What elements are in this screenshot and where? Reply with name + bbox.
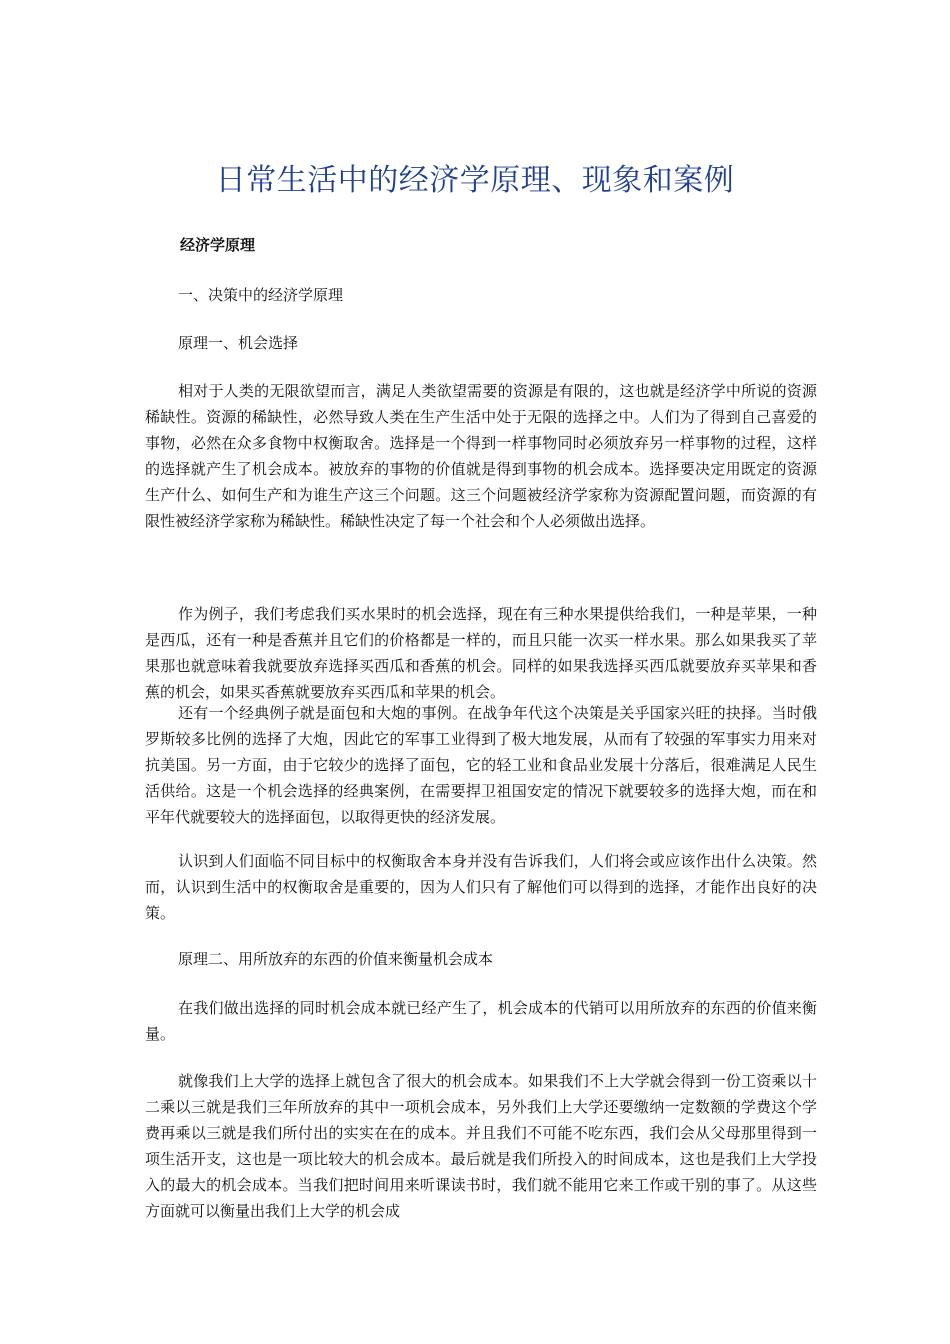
paragraph: 作为例子，我们考虑我们买水果时的机会选择，现在有三种水果提供给我们，一种是苹果，一种是西瓜，还有一种是香蕉并且它们的价格都是一样的，而且只能一次买一样水果。那么如果我买了苹果那也就意味着我就要放弃选择买西瓜和香蕉的机会。同样的如果我选择买西瓜就要放弃买苹果和香蕉的机会，如果买香蕉就要放弃买西瓜和苹果的机会。 <box>145 605 817 701</box>
principle-2-title: 原理二、用所放弃的东西的价值来衡量机会成本 <box>178 950 494 968</box>
paragraph: 相对于人类的无限欲望而言，满足人类欲望需要的资源是有限的，这也就是经济学中所说的资源稀缺性。资源的稀缺性，必然导致人类在生产生活中处于无限的选择之中。人们为了得到自己喜爱的事物，必然在众多食物中权衡取舍。选择是一个得到一样事物同时必须放弃另一样事物的过程，这样的选择就产生了机会成本。被放弃的事物的价值就是得到事物的机会成本。选择要决定用既定的资源生产什么、如何生产和为谁生产这三个问题。这三个问题被经济学家称为资源配置问题，而资源的有限性被经济学家称为稀缺性。稀缺性决定了每一个社会和个人必须做出选择。 <box>145 382 817 530</box>
paragraph: 认识到人们面临不同目标中的权衡取舍本身并没有告诉我们，人们将会或应该作出什么决策。然而，认识到生活中的权衡取舍是重要的，因为人们只有了解他们可以得到的选择，才能作出良好的决策。 <box>145 852 817 922</box>
principle-1-title: 原理一、机会选择 <box>178 334 299 352</box>
document-title: 日常生活中的经济学原理、现象和案例 <box>215 163 735 198</box>
section-heading: 经济学原理 <box>180 236 256 254</box>
paragraph: 就像我们上大学的选择上就包含了很大的机会成本。如果我们不上大学就会得到一份工资乘以十二乘以三就是我们三年所放弃的其中一项机会成本，另外我们上大学还要缴纳一定数额的学费这个学费再乘以三就是我们所付出的实实在在的成本。并且我们不可能不吃东西，我们会从父母那里得到一项生活开支，这也是一项比较大的机会成本。最后就是我们所投入的时间成本，这也是我们上大学投入的最大的机会成本。当我们把时间用来听课读书时，我们就不能用它来工作或干别的事了。从这些方面就可以衡量出我们上大学的机会成 <box>145 1072 817 1220</box>
paragraph: 还有一个经典例子就是面包和大炮的事例。在战争年代这个决策是关乎国家兴旺的抉择。当时俄罗斯较多比例的选择了大炮，因此它的军事工业得到了极大地发展，从而有了较强的军事实力用来对抗美国。另一方面，由于它较少的选择了面包，它的轻工业和食品业发展十分落后，很难满足人民生活供给。这是一个机会选择的经典案例，在需要捍卫祖国安定的情况下就要较多的选择大炮，而在和平年代就要较大的选择面包，以取得更快的经济发展。 <box>145 704 817 826</box>
subheading-decision-principles: 一、决策中的经济学原理 <box>178 286 344 304</box>
paragraph: 在我们做出选择的同时机会成本就已经产生了，机会成本的代销可以用所放弃的东西的价值来衡量。 <box>145 999 817 1043</box>
